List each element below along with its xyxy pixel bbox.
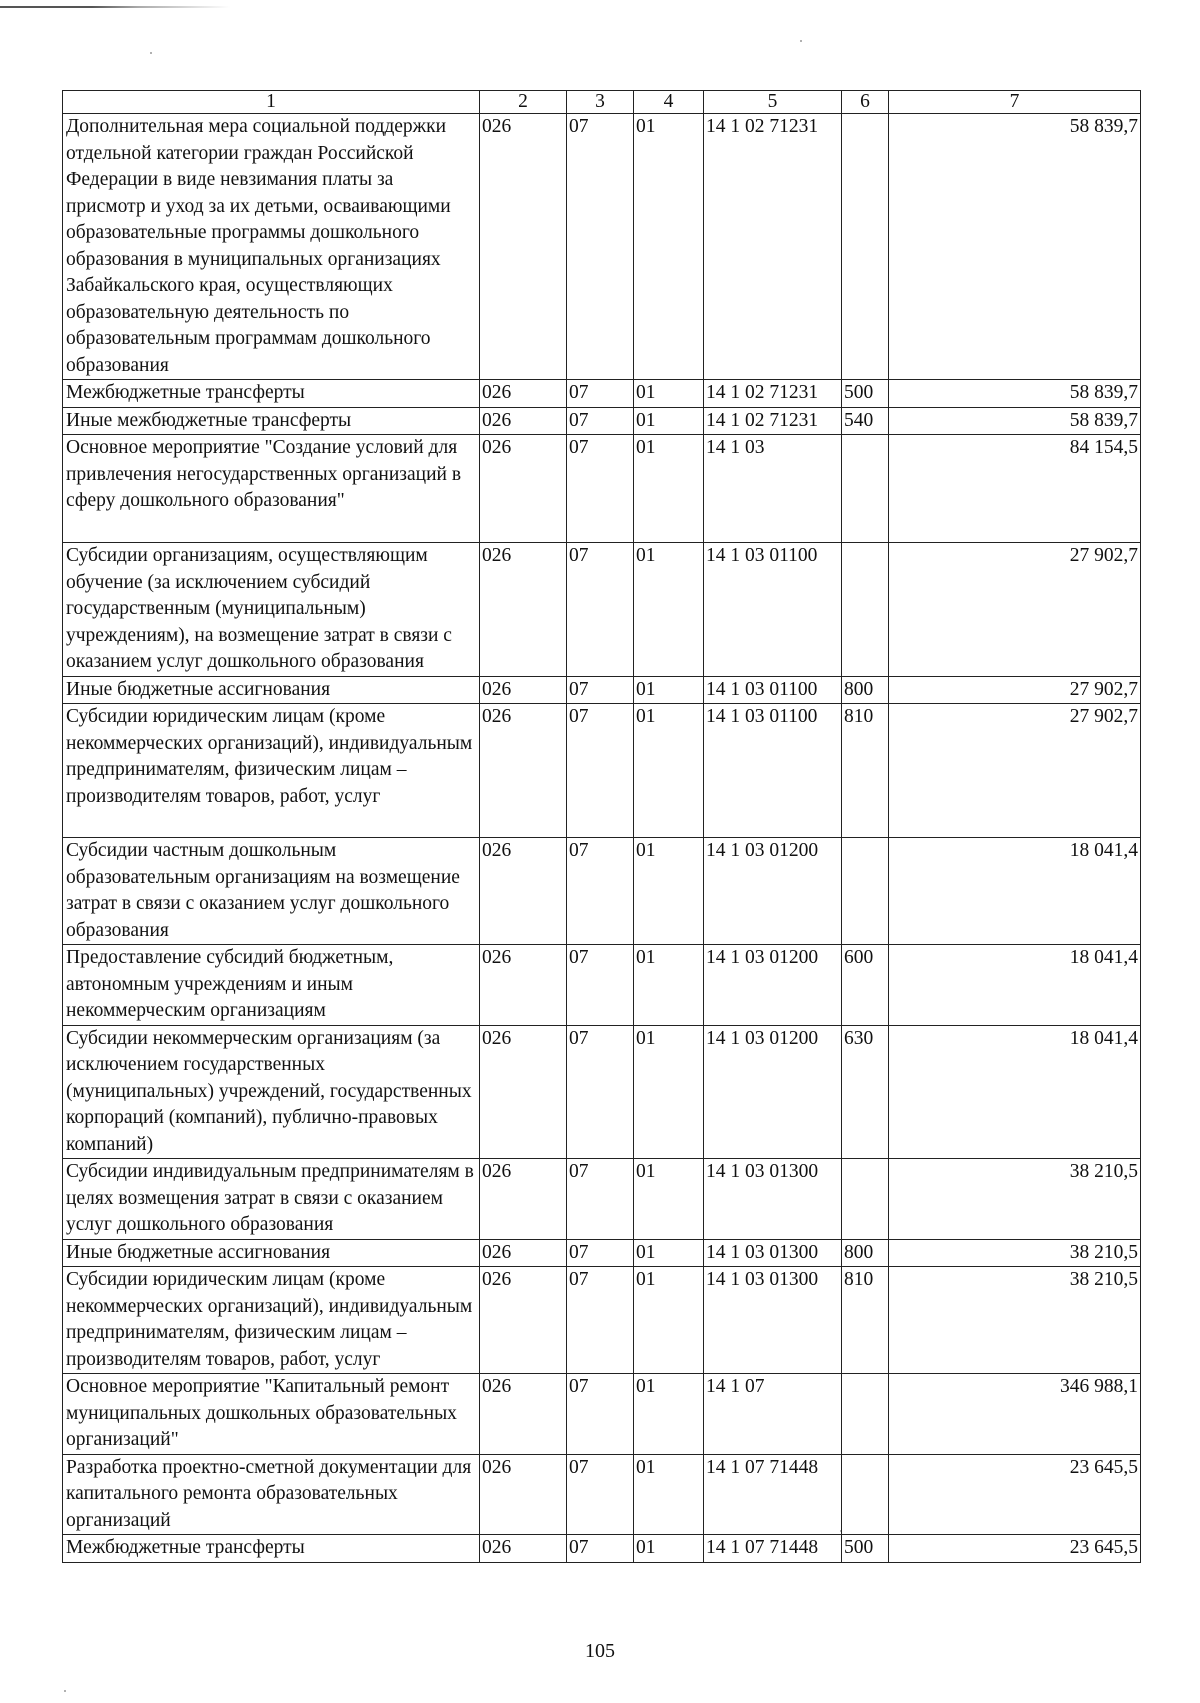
row-amount: 18 041,4 — [889, 945, 1141, 1026]
row-amount: 58 839,7 — [889, 114, 1141, 380]
row-target-code: 14 1 02 71231 — [704, 380, 842, 408]
row-grbs: 026 — [480, 1025, 567, 1159]
table-row — [63, 380, 1141, 408]
row-subsection: 01 — [634, 838, 704, 945]
row-section: 07 — [567, 114, 634, 380]
row-section: 07 — [567, 1374, 634, 1455]
row-amount: 58 839,7 — [889, 407, 1141, 435]
table-row — [63, 1454, 1141, 1535]
scan-speck — [800, 40, 802, 42]
table-row — [63, 1535, 1141, 1563]
row-expense-type: 800 — [842, 676, 889, 704]
row-grbs: 026 — [480, 1267, 567, 1374]
row-section: 07 — [567, 1159, 634, 1240]
table-row — [63, 1374, 1141, 1455]
row-subsection: 01 — [634, 676, 704, 704]
row-amount: 38 210,5 — [889, 1239, 1141, 1267]
row-expense-type — [842, 1159, 889, 1240]
table-row — [63, 543, 1141, 677]
row-subsection: 01 — [634, 1025, 704, 1159]
row-section: 07 — [567, 380, 634, 408]
page-number: 105 — [585, 1640, 615, 1662]
row-expense-type — [842, 1454, 889, 1535]
row-target-code: 14 1 07 71448 — [704, 1454, 842, 1535]
row-grbs: 026 — [480, 1239, 567, 1267]
row-expense-type: 810 — [842, 1267, 889, 1374]
row-name: Иные межбюджетные трансферты — [63, 407, 480, 435]
table-row — [63, 435, 1141, 543]
row-amount: 84 154,5 — [889, 435, 1141, 543]
row-name: Иные бюджетные ассигнования — [63, 1239, 480, 1267]
row-target-code: 14 1 03 01100 — [704, 543, 842, 677]
row-target-code: 14 1 03 01300 — [704, 1239, 842, 1267]
row-name: Основное мероприятие "Капитальный ремонт муниципальных дошкольных образовательных организаций" — [63, 1374, 480, 1455]
row-name: Субсидии юридическим лицам (кроме некоммерческих организаций), индивидуальным предпринимателям, физическим лицам – производителям товаров, работ, услуг — [63, 704, 480, 838]
row-section: 07 — [567, 407, 634, 435]
row-subsection: 01 — [634, 1267, 704, 1374]
table-row — [63, 1267, 1141, 1374]
row-amount: 27 902,7 — [889, 704, 1141, 838]
row-grbs: 026 — [480, 676, 567, 704]
row-target-code: 14 1 02 71231 — [704, 114, 842, 380]
row-expense-type: 600 — [842, 945, 889, 1026]
header-col-4: 4 — [634, 91, 704, 114]
row-section: 07 — [567, 1454, 634, 1535]
row-target-code: 14 1 03 — [704, 435, 842, 543]
row-section: 07 — [567, 945, 634, 1026]
row-section: 07 — [567, 1239, 634, 1267]
table-row — [63, 1159, 1141, 1240]
row-name: Субсидии юридическим лицам (кроме некоммерческих организаций), индивидуальным предпринимателям, физическим лицам – производителям товаров, работ, услуг — [63, 1267, 480, 1374]
row-section: 07 — [567, 1267, 634, 1374]
row-subsection: 01 — [634, 380, 704, 408]
row-amount: 38 210,5 — [889, 1159, 1141, 1240]
row-subsection: 01 — [634, 114, 704, 380]
row-expense-type — [842, 114, 889, 380]
row-subsection: 01 — [634, 1239, 704, 1267]
row-section: 07 — [567, 838, 634, 945]
table-row — [63, 676, 1141, 704]
row-name: Предоставление субсидий бюджетным, автономным учреждениям и иным некоммерческим организациям — [63, 945, 480, 1026]
row-section: 07 — [567, 676, 634, 704]
row-target-code: 14 1 03 01300 — [704, 1267, 842, 1374]
header-col-5: 5 — [704, 91, 842, 114]
row-name: Субсидии частным дошкольным образовательным организациям на возмещение затрат в связи с оказанием услуг дошкольного образования — [63, 838, 480, 945]
row-amount: 27 902,7 — [889, 676, 1141, 704]
row-grbs: 026 — [480, 945, 567, 1026]
row-name: Иные бюджетные ассигнования — [63, 676, 480, 704]
header-col-3: 3 — [567, 91, 634, 114]
header-col-6: 6 — [842, 91, 889, 114]
row-target-code: 14 1 03 01100 — [704, 704, 842, 838]
row-target-code: 14 1 03 01200 — [704, 1025, 842, 1159]
row-target-code: 14 1 07 — [704, 1374, 842, 1455]
table-row — [63, 1025, 1141, 1159]
row-target-code: 14 1 07 71448 — [704, 1535, 842, 1563]
header-row — [63, 91, 1141, 114]
row-expense-type — [842, 838, 889, 945]
row-subsection: 01 — [634, 945, 704, 1026]
row-amount: 23 645,5 — [889, 1535, 1141, 1563]
row-target-code: 14 1 03 01300 — [704, 1159, 842, 1240]
row-grbs: 026 — [480, 1374, 567, 1455]
scan-speck — [150, 52, 152, 54]
row-name: Дополнительная мера социальной поддержки отдельной категории граждан Российской Федерации в виде невзимания платы за присмотр и уход за их детьми, осваивающими образовательные программы дошкольного образования в муниципальных организациях Забайкальского края, осуществляющих образовательную деятельность по образовательным программам дошкольного образования — [63, 114, 480, 380]
table-row — [63, 114, 1141, 380]
row-subsection: 01 — [634, 1159, 704, 1240]
row-grbs: 026 — [480, 1535, 567, 1563]
row-name: Субсидии организациям, осуществляющим обучение (за исключением субсидий государственным (муниципальным) учреждениям), на возмещение затрат в связи с оказанием услуг дошкольного образования — [63, 543, 480, 677]
row-name: Субсидии индивидуальным предпринимателям в целях возмещения затрат в связи с оказанием услуг дошкольного образования — [63, 1159, 480, 1240]
row-expense-type: 540 — [842, 407, 889, 435]
row-amount: 23 645,5 — [889, 1454, 1141, 1535]
row-grbs: 026 — [480, 1159, 567, 1240]
row-amount: 346 988,1 — [889, 1374, 1141, 1455]
budget-table — [62, 90, 1141, 1563]
row-expense-type: 810 — [842, 704, 889, 838]
row-expense-type — [842, 543, 889, 677]
row-subsection: 01 — [634, 543, 704, 677]
row-name: Основное мероприятие "Создание условий для привлечения негосударственных организаций в сферу дошкольного образования" — [63, 435, 480, 543]
row-grbs: 026 — [480, 543, 567, 677]
row-target-code: 14 1 03 01200 — [704, 945, 842, 1026]
row-section: 07 — [567, 543, 634, 677]
row-name: Субсидии некоммерческим организациям (за исключением государственных (муниципальных) учреждений, государственных корпораций (компаний), публично-правовых компаний) — [63, 1025, 480, 1159]
row-section: 07 — [567, 704, 634, 838]
row-amount: 18 041,4 — [889, 838, 1141, 945]
row-name: Межбюджетные трансферты — [63, 1535, 480, 1563]
row-expense-type: 800 — [842, 1239, 889, 1267]
row-grbs: 026 — [480, 380, 567, 408]
row-amount: 27 902,7 — [889, 543, 1141, 677]
row-subsection: 01 — [634, 1374, 704, 1455]
header-col-7: 7 — [889, 91, 1141, 114]
row-amount: 38 210,5 — [889, 1267, 1141, 1374]
row-amount: 58 839,7 — [889, 380, 1141, 408]
header-col-2: 2 — [480, 91, 567, 114]
row-subsection: 01 — [634, 1454, 704, 1535]
row-expense-type: 630 — [842, 1025, 889, 1159]
row-grbs: 026 — [480, 1454, 567, 1535]
table-row — [63, 704, 1141, 838]
row-name: Разработка проектно-сметной документации для капитального ремонта образовательных организаций — [63, 1454, 480, 1535]
row-expense-type — [842, 1374, 889, 1455]
scan-edge-mark — [0, 6, 230, 8]
row-grbs: 026 — [480, 407, 567, 435]
row-target-code: 14 1 02 71231 — [704, 407, 842, 435]
row-grbs: 026 — [480, 114, 567, 380]
table-row — [63, 1239, 1141, 1267]
row-name: Межбюджетные трансферты — [63, 380, 480, 408]
row-expense-type — [842, 435, 889, 543]
row-subsection: 01 — [634, 1535, 704, 1563]
header-col-1: 1 — [63, 91, 480, 114]
row-subsection: 01 — [634, 704, 704, 838]
row-grbs: 026 — [480, 435, 567, 543]
row-grbs: 026 — [480, 838, 567, 945]
row-expense-type: 500 — [842, 380, 889, 408]
row-amount: 18 041,4 — [889, 1025, 1141, 1159]
table-row — [63, 838, 1141, 945]
row-section: 07 — [567, 1025, 634, 1159]
scan-speck — [64, 1690, 66, 1692]
row-section: 07 — [567, 1535, 634, 1563]
table-row — [63, 407, 1141, 435]
row-grbs: 026 — [480, 704, 567, 838]
row-section: 07 — [567, 435, 634, 543]
row-expense-type: 500 — [842, 1535, 889, 1563]
table-row — [63, 945, 1141, 1026]
row-target-code: 14 1 03 01100 — [704, 676, 842, 704]
row-target-code: 14 1 03 01200 — [704, 838, 842, 945]
row-subsection: 01 — [634, 435, 704, 543]
row-subsection: 01 — [634, 407, 704, 435]
